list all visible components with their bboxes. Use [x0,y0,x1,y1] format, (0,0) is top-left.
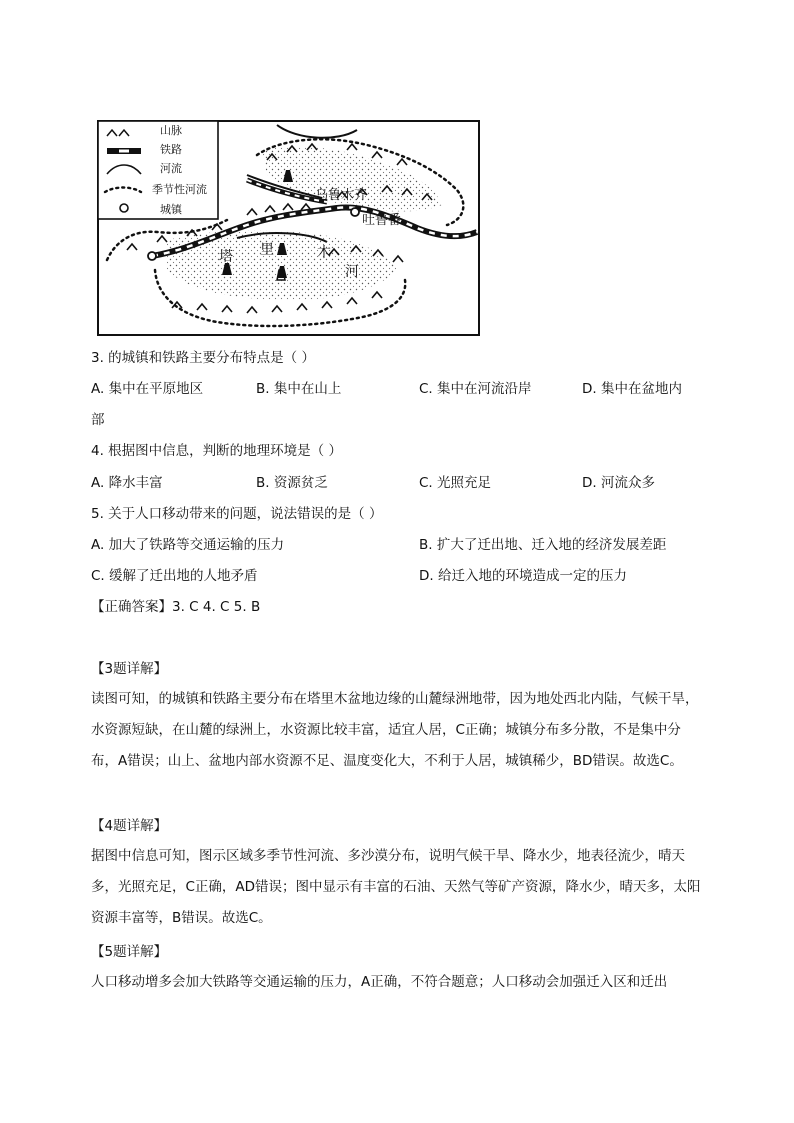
q3-option-b: B. 集中在山上 [256,381,342,397]
q4-option-b: B. 资源贫乏 [256,475,328,491]
detail3-text: 读图可知，的城镇和铁路主要分布在塔里木盆地边缘的山麓绿洲地带，因为地处西北内陆，气候干旱，水资源短缺，在山麓的绿洲上，水资源比较丰富，适宜人居，C正确；城镇分布多分散，不是集中分布，A错误；山上、盆地内部水资源不足、温度变化大，不利于人居，城镇稀少，BD错误。故选C。 [91,691,699,769]
q5-option-a: A. 加大了铁路等交通运输的压力 [91,537,285,553]
q3-stem: 3. 的城镇和铁路主要分布特点是（ ） [91,350,315,366]
detail5-title: 【5题详解】 [91,944,168,960]
legend-railway-label: 铁路 [160,143,182,156]
q5-option-c: C. 缓解了迁出地的人地矛盾 [91,568,258,584]
map-legend [98,121,218,219]
legend-mountain-label: 山脉 [160,124,182,137]
q3-option-d-cont: 部 [91,412,105,428]
detail3-title: 【3题详解】 [91,661,168,677]
q3-option-c: C. 集中在河流沿岸 [419,381,532,397]
q5-option-d: D. 给迁入地的环境造成一定的压力 [419,568,627,584]
detail4-title: 【4题详解】 [91,818,168,834]
q4-option-a: A. 降水丰富 [91,475,163,491]
q3-option-a: A. 集中在平原地区 [91,381,204,397]
q4-option-c: C. 光照充足 [419,475,492,491]
legend-town-label: 城镇 [160,203,182,216]
map-label-turpan: 吐鲁番 [362,213,402,228]
legend-seasonal-river-label: 季节性河流 [152,183,207,196]
map-figure [97,120,480,336]
map-label-mu: 木 [317,245,331,261]
q3-option-d: D. 集中在盆地内 [582,381,682,397]
q5-option-b: B. 扩大了迁出地、迁入地的经济发展差距 [419,537,667,553]
q5-stem: 5. 关于人口移动带来的问题，说法错误的是（ ） [91,506,383,522]
q4-stem: 4. 根据图中信息，判断的地理环境是（ ） [91,443,342,459]
map-label-he: 河 [345,264,359,280]
map-label-li: 里 [260,242,274,258]
detail5-text: 人口移动增多会加大铁路等交通运输的压力，A正确，不符合题意；人口移动会加强迁入区和迁出 [91,974,668,990]
legend-river-label: 河流 [160,162,182,175]
map-label-urumqi: 乌鲁木齐 [315,188,368,203]
answer-line: 【正确答案】3. C 4. C 5. B [91,599,261,615]
map-label-ta: 塔 [219,249,233,265]
q4-option-d: D. 河流众多 [582,475,655,491]
detail4-text: 据图中信息可知，图示区域多季节性河流、多沙漠分布，说明气候干旱、降水少，地表径流少，晴天多，光照充足，C正确，AD错误；图中显示有丰富的石油、天然气等矿产资源，降水少，晴天多，太阳资源丰富等，B错误。故选C。 [91,848,701,926]
